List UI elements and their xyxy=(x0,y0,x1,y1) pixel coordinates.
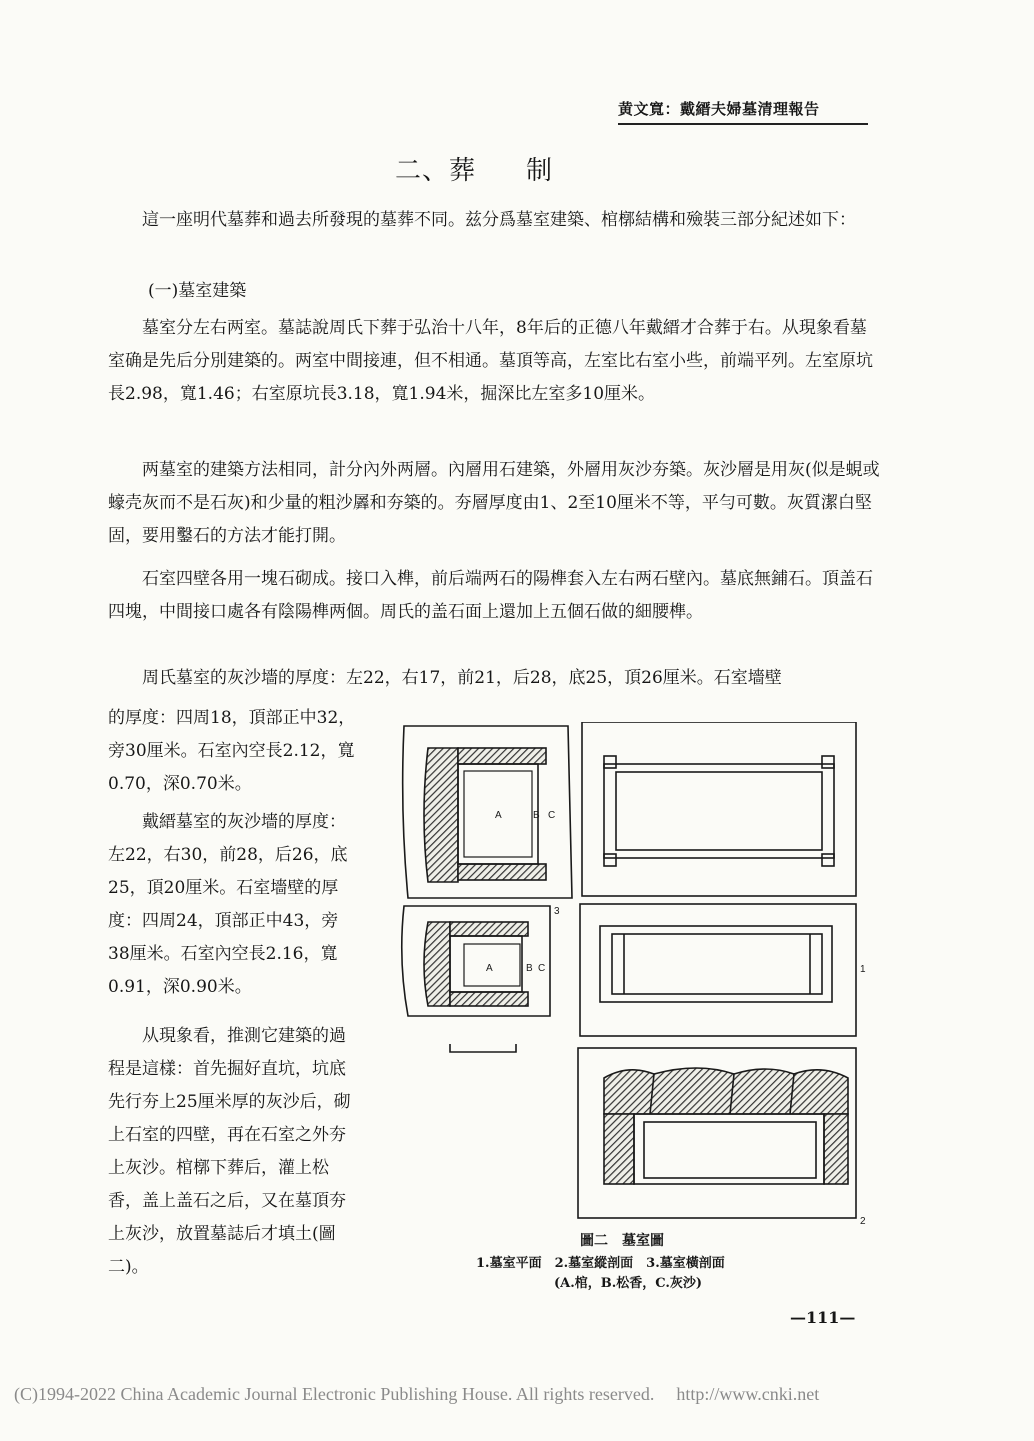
figure-caption-line1: 1.墓室平面 2.墓室縱剖面 3.墓室橫剖面 xyxy=(476,1256,725,1271)
label-c-lower: C xyxy=(538,963,546,974)
scale-bar xyxy=(450,1044,516,1052)
footer-copyright: (C)1994-2022 China Academic Journal Electronic Publishing House. All rights reserved. xyxy=(14,1384,655,1404)
section-title-b: 制 xyxy=(526,156,554,186)
paragraph-4-first-line: 周氏墓室的灰沙墻的厚度：左22，右17，前21，后28，底25，頂26厘米。石室墻壁 xyxy=(142,668,782,688)
paragraph-3: 石室四壁各用一塊石砌成。接口入榫，前后端两石的陽榫套入左右两石壁內。墓底無鋪石。頂盖石四塊，中間接口處各有陰陽榫两個。周氏的盖石面上還加上五個石做的細腰榫。 xyxy=(108,569,873,622)
label-c-upper: C xyxy=(548,810,556,821)
section-number: 二、 xyxy=(395,156,450,186)
label-b-lower: B xyxy=(526,963,533,974)
label-a-lower: A xyxy=(486,963,493,974)
paragraph-6: 从現象看，推測它建築的過程是這樣：首先掘好直坑，坑底先行夯上25厘米厚的灰沙后，砌上石室的四壁，再在石室之外夯上灰沙。棺槨下葬后，灌上松香，盖上盖石之后，又在墓頂夯上灰沙，放置墓誌后才填土(圖二)。 xyxy=(108,1026,351,1277)
paragraph-2: 两墓室的建築方法相同，計分內外两層。內層用石建築，外層用灰沙夯築。灰沙層是用灰(似是蜆或蠔壳灰而不是石灰)和少量的粗沙羼和夯築的。夯層厚度由1、2至10厘米不等，平勻可數。灰質潔白堅固，要用鑿石的方法才能打開。 xyxy=(108,460,880,546)
footer xyxy=(14,1384,819,1405)
section-title-a: 葬 xyxy=(449,156,477,186)
ash-sand-wall-upper xyxy=(424,748,458,882)
ash-sand-wall-lower xyxy=(424,922,450,1006)
label-b-upper: B xyxy=(533,810,540,821)
subheading-tomb-construction: (一)墓室建築 xyxy=(148,281,247,301)
footer-url[interactable]: http://www.cnki.net xyxy=(676,1384,820,1404)
paragraph-5: 戴縉墓室的灰沙墻的厚度：左22，右30，前28，后26，底25，頂20厘米。石室墻壁的厚度：四周24，頂部正中43，旁38厘米。石室內空長2.16，寬0.91，深0.90米。 xyxy=(108,812,348,997)
paragraph-1: 墓室分左右两室。墓誌說周氏下葬于弘治十八年，8年后的正德八年戴縉才合葬于右。从現象看墓室确是先后分別建築的。两室中間接連，但不相通。墓頂等高，左室比右室小些，前端平列。左室原坑長2.98，寬1.46；右室原坑長3.18，寬1.94米，掘深比左室多10厘米。 xyxy=(108,318,873,404)
cover-stones xyxy=(604,1068,848,1114)
intro-paragraph: 這一座明代墓葬和過去所發現的墓葬不同。兹分爲墓室建築、棺槨結構和殮裝三部分紀述如下： xyxy=(142,210,856,230)
page-number: —111— xyxy=(790,1308,856,1327)
view-number-3: 3 xyxy=(554,906,560,917)
label-a-upper: A xyxy=(495,810,502,821)
figure-caption-line2: (A.棺，B.松香，C.灰沙) xyxy=(554,1276,703,1291)
paragraph-4-rest: 的厚度：四周18，頂部正中32，旁30厘米。石室內空長2.12，寬0.70，深0.70米。 xyxy=(108,708,356,794)
figure-caption-title: 圖二 墓室圖 xyxy=(580,1233,664,1249)
middle-section xyxy=(580,904,856,1036)
tomb-figure xyxy=(398,722,874,1236)
running-head: 黄文寬：戴縉夫婦墓清理報告 xyxy=(618,98,868,125)
section-title xyxy=(395,150,553,187)
longitudinal-section xyxy=(582,722,856,896)
view-number-1: 1 xyxy=(860,964,866,975)
view-number-2: 2 xyxy=(860,1216,866,1227)
tomb-diagram xyxy=(398,722,874,1232)
